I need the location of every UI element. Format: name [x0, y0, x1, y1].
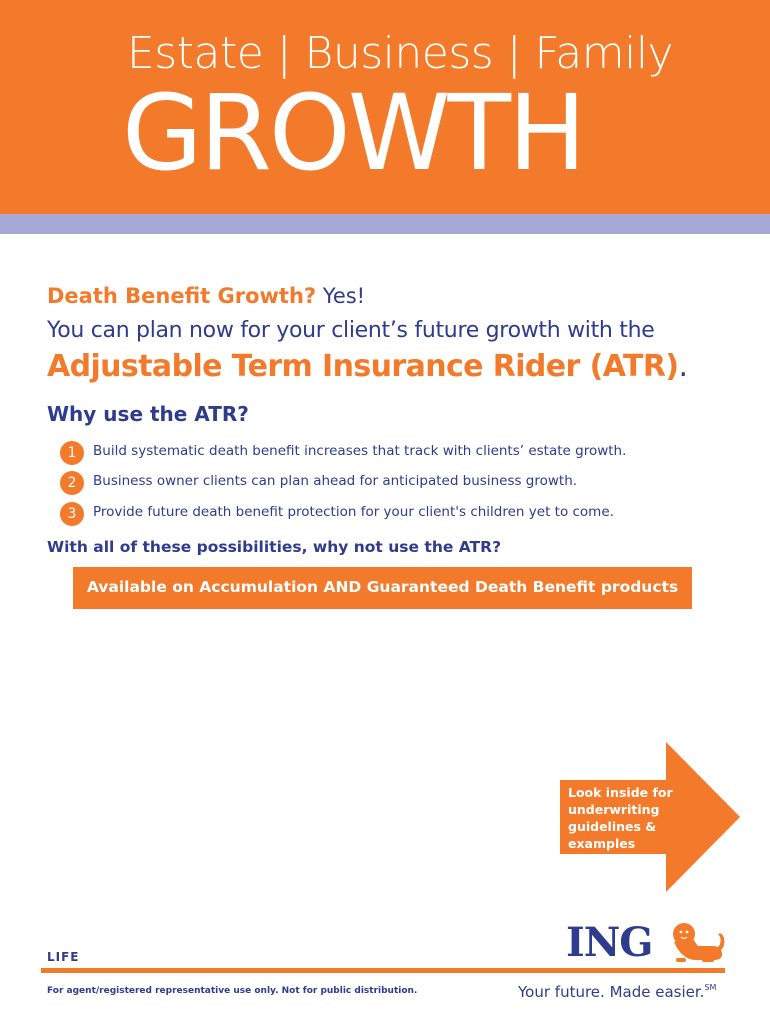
- callout-line: examples: [568, 836, 636, 851]
- callout-line: Look inside for: [568, 785, 673, 800]
- availability-banner: Available on Accumulation AND Guaranteed Death Benefit products: [73, 567, 692, 609]
- product-title: Adjustable Term Insurance Rider (ATR): [47, 349, 679, 384]
- header-title: GROWTH: [122, 72, 584, 194]
- closing-question: With all of these possibilities, why not use the ATR?: [47, 538, 502, 556]
- header-subtitle: Estate | Business | Family: [127, 28, 674, 79]
- number-badge: 3: [60, 502, 84, 526]
- lion-icon: [662, 920, 728, 966]
- product-punct: .: [678, 349, 688, 384]
- question-text: Death Benefit Growth?: [47, 284, 317, 308]
- answer-text: Yes!: [322, 284, 366, 308]
- logo-wordmark: ING: [566, 919, 653, 966]
- section-label: LIFE: [47, 950, 80, 964]
- footer-rule: [41, 968, 725, 973]
- death-benefit-question: [47, 284, 365, 308]
- callout-text: [568, 784, 678, 852]
- number-badge: 1: [60, 441, 84, 465]
- intro-line: You can plan now for your client’s future growth with the: [47, 318, 655, 343]
- header-divider: [0, 214, 770, 234]
- callout-line: underwriting: [568, 802, 660, 817]
- product-name: [47, 349, 687, 384]
- header-banner: [0, 0, 770, 214]
- reason-text: Build systematic death benefit increases that track with clients’ estate growth.: [93, 443, 627, 459]
- reason-text: Business owner clients can plan ahead for anticipated business growth.: [93, 473, 578, 489]
- reason-text: Provide future death benefit protection for your client's children yet to come.: [93, 504, 614, 520]
- disclaimer: For agent/registered representative use only. Not for public distribution.: [47, 986, 418, 996]
- service-mark: SM: [704, 983, 717, 992]
- ing-logo: [566, 920, 730, 966]
- tagline-text: Your future. Made easier.: [518, 983, 705, 1001]
- why-heading: Why use the ATR?: [47, 402, 249, 426]
- number-badge: 2: [60, 471, 84, 495]
- callout-line: guidelines &: [568, 819, 657, 834]
- tagline: [518, 983, 716, 1001]
